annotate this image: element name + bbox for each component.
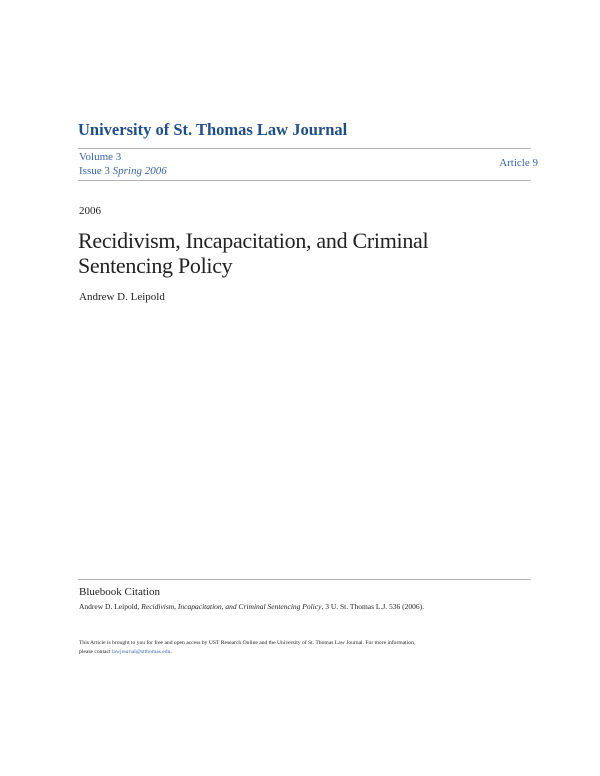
citation-title: Recidivism, Incapacitation, and Criminal Sentencing Policy bbox=[141, 602, 322, 611]
article-title-line-2: Sentencing Policy bbox=[78, 253, 233, 278]
access-notice-line-2 bbox=[79, 649, 172, 655]
header-bottom-divider bbox=[78, 180, 531, 181]
article-number-link[interactable]: Article 9 bbox=[499, 157, 538, 169]
bluebook-citation-heading: Bluebook Citation bbox=[79, 586, 160, 598]
article-title bbox=[78, 228, 478, 278]
contact-prefix: please contact bbox=[79, 649, 111, 655]
citation-divider bbox=[78, 579, 531, 580]
publication-year: 2006 bbox=[79, 205, 101, 217]
issue-season: Spring 2006 bbox=[112, 165, 167, 177]
author-name: Andrew D. Leipold bbox=[79, 291, 165, 303]
volume-link[interactable]: Volume 3 bbox=[79, 151, 122, 163]
issue-info[interactable] bbox=[79, 165, 167, 177]
article-title-line-1: Recidivism, Incapacitation, and Criminal bbox=[78, 228, 429, 253]
header-top-divider bbox=[78, 148, 531, 149]
bluebook-citation-text bbox=[79, 602, 424, 611]
issue-link[interactable]: Issue 3 bbox=[79, 165, 110, 177]
citation-reference: , 3 U. St. Thomas L.J. 536 (2006). bbox=[321, 602, 425, 611]
citation-author: Andrew D. Leipold, bbox=[79, 602, 140, 611]
access-notice-line-1: This Article is brought to you for free and open access by UST Research Online and the University of St. Thomas Law Journal. For more information, bbox=[79, 640, 416, 646]
contact-suffix: . bbox=[170, 649, 172, 655]
journal-title[interactable]: University of St. Thomas Law Journal bbox=[78, 120, 348, 139]
contact-email-link[interactable]: lawjournal@stthomas.edu bbox=[111, 649, 171, 655]
